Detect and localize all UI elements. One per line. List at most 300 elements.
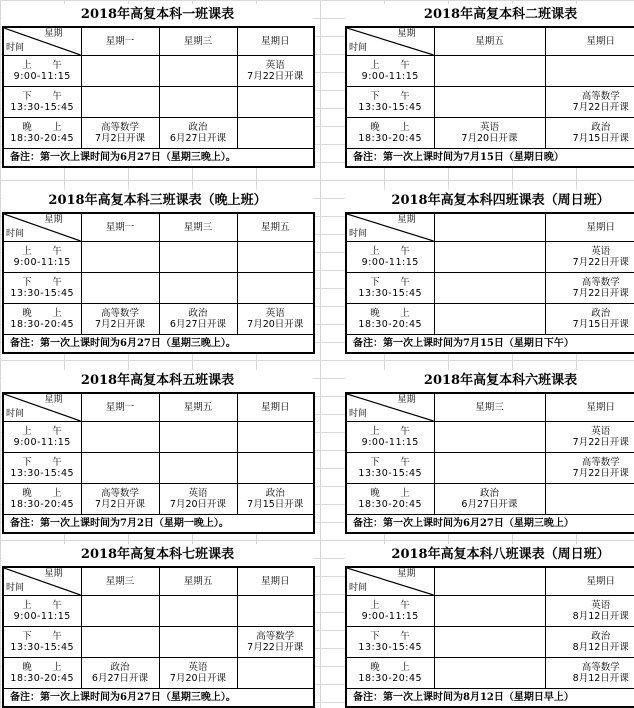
course-cell	[81, 304, 159, 335]
note-row	[346, 335, 634, 354]
time-cell	[3, 596, 81, 627]
schedule-block-class-8	[345, 544, 634, 708]
course-cell	[159, 273, 237, 304]
course-cell	[237, 87, 314, 118]
time-range-label: 13:30-15:45	[4, 468, 81, 479]
course-start-date: 7月15日开课	[546, 133, 634, 144]
day-header: 星期日	[237, 567, 314, 596]
time-period-label: 上 午	[347, 426, 434, 437]
course-name: 高等数学	[238, 631, 314, 642]
course-cell	[81, 422, 159, 453]
schedule-table	[345, 566, 634, 708]
diag-top-label: 星期	[397, 395, 415, 406]
day-header	[434, 567, 545, 596]
course-cell	[545, 596, 634, 627]
schedule-title: 2018年高复本科八班课表（周日班）	[345, 544, 634, 566]
course-name: 高等数学	[82, 308, 159, 319]
course-name: 高等数学	[546, 662, 634, 673]
time-range-label: 18:30-20:45	[347, 673, 434, 684]
note-prefix: 备注：	[10, 152, 40, 163]
course-cell	[159, 596, 237, 627]
course-cell	[434, 242, 545, 273]
schedule-table	[2, 212, 315, 354]
day-header: 星期日	[545, 213, 634, 242]
time-row-afternoon	[346, 87, 634, 118]
diag-bottom-label: 时间	[6, 43, 24, 54]
course-cell	[545, 627, 634, 658]
time-period-label: 下 午	[347, 631, 434, 642]
day-header: 星期三	[159, 27, 237, 56]
header-row	[3, 393, 314, 422]
header-row	[346, 213, 634, 242]
time-row-afternoon	[346, 453, 634, 484]
course-cell	[81, 484, 159, 515]
diagonal-header-cell	[346, 567, 434, 596]
day-header: 星期三	[434, 393, 545, 422]
course-cell	[159, 422, 237, 453]
time-period-label: 晚 上	[4, 122, 81, 133]
course-start-date: 8月12日开课	[546, 673, 634, 684]
time-range-label: 9:00-11:15	[4, 257, 81, 268]
course-cell	[237, 304, 314, 335]
time-period-label: 上 午	[4, 426, 81, 437]
note-row	[3, 149, 314, 168]
time-cell	[346, 658, 434, 689]
course-cell	[434, 422, 545, 453]
course-start-date: 7月15日开课	[238, 499, 314, 510]
course-cell	[237, 596, 314, 627]
course-cell	[545, 87, 634, 118]
course-cell	[237, 484, 314, 515]
course-name: 政治	[238, 488, 314, 499]
time-period-label: 上 午	[347, 60, 434, 71]
time-cell	[3, 627, 81, 658]
course-cell	[545, 118, 634, 149]
time-cell	[3, 304, 81, 335]
day-header: 星期一	[81, 393, 159, 422]
course-cell	[81, 273, 159, 304]
day-header: 星期五	[159, 393, 237, 422]
course-cell	[545, 453, 634, 484]
note-text: 第一次上课时间为7月15日（星期日下午）	[383, 338, 574, 349]
schedule-block-class-6	[345, 370, 634, 534]
time-cell	[346, 56, 434, 87]
diag-bottom-label: 时间	[6, 409, 24, 420]
header-row	[346, 27, 634, 56]
diagonal-header-cell	[3, 27, 81, 56]
course-cell	[434, 273, 545, 304]
course-cell	[81, 453, 159, 484]
time-cell	[346, 484, 434, 515]
course-cell	[434, 118, 545, 149]
time-range-label: 9:00-11:15	[4, 71, 81, 82]
day-header: 星期三	[159, 213, 237, 242]
course-cell	[434, 596, 545, 627]
course-start-date: 7月22日开课	[546, 102, 634, 113]
course-cell	[237, 56, 314, 87]
time-row-afternoon	[346, 627, 634, 658]
course-cell	[545, 658, 634, 689]
time-range-label: 18:30-20:45	[4, 133, 81, 144]
time-range-label: 13:30-15:45	[347, 288, 434, 299]
day-header: 星期五	[434, 27, 545, 56]
course-start-date: 7月22日开课	[546, 437, 634, 448]
course-start-date: 8月12日开课	[546, 611, 634, 622]
course-start-date: 8月12日开课	[546, 642, 634, 653]
course-name: 英语	[238, 60, 314, 71]
time-row-morning	[3, 242, 314, 273]
course-cell	[159, 658, 237, 689]
diag-top-label: 星期	[44, 569, 62, 580]
course-start-date: 7月22日开课	[546, 257, 634, 268]
course-cell	[434, 453, 545, 484]
time-cell	[346, 304, 434, 335]
time-period-label: 下 午	[4, 631, 81, 642]
note-prefix: 备注：	[353, 692, 383, 703]
time-period-label: 下 午	[4, 277, 81, 288]
course-name: 政治	[546, 122, 634, 133]
day-header: 星期日	[545, 27, 634, 56]
note-row	[3, 335, 314, 354]
course-start-date: 7月20日开课	[160, 673, 237, 684]
diagonal-header-cell	[3, 567, 81, 596]
course-cell	[159, 118, 237, 149]
course-name: 高等数学	[82, 122, 159, 133]
time-cell	[3, 658, 81, 689]
course-name: 高等数学	[546, 277, 634, 288]
time-range-label: 9:00-11:15	[4, 437, 81, 448]
course-start-date: 7月20日开课	[160, 499, 237, 510]
course-cell	[237, 627, 314, 658]
time-range-label: 18:30-20:45	[347, 499, 434, 510]
header-row	[3, 27, 314, 56]
schedule-table	[345, 26, 634, 168]
course-cell	[545, 242, 634, 273]
diag-top-label: 星期	[44, 395, 62, 406]
course-start-date: 7月20日开课	[435, 133, 545, 144]
course-start-date: 6月27日开课	[435, 499, 545, 510]
time-cell	[346, 87, 434, 118]
note-cell	[346, 149, 634, 168]
diag-bottom-label: 时间	[349, 583, 367, 594]
time-range-label: 9:00-11:15	[347, 437, 434, 448]
note-prefix: 备注：	[10, 518, 40, 529]
note-cell	[3, 515, 314, 534]
note-text: 第一次上课时间为7月15日（星期日晚）	[383, 152, 564, 163]
day-header: 星期日	[237, 393, 314, 422]
course-start-date: 7月22日开课	[238, 642, 314, 653]
schedule-table	[345, 392, 634, 534]
course-start-date: 6月27日开课	[160, 319, 237, 330]
time-range-label: 18:30-20:45	[4, 499, 81, 510]
course-cell	[434, 484, 545, 515]
time-row-evening	[3, 118, 314, 149]
time-period-label: 上 午	[4, 600, 81, 611]
schedule-table	[2, 566, 315, 708]
time-period-label: 下 午	[4, 457, 81, 468]
time-cell	[346, 273, 434, 304]
time-period-label: 晚 上	[347, 488, 434, 499]
course-name: 政治	[82, 662, 159, 673]
note-prefix: 备注：	[353, 338, 383, 349]
header-row	[346, 567, 634, 596]
diagonal-header-cell	[3, 393, 81, 422]
diagonal-header-cell	[346, 393, 434, 422]
course-name: 高等数学	[546, 457, 634, 468]
time-period-label: 晚 上	[4, 308, 81, 319]
time-range-label: 13:30-15:45	[4, 102, 81, 113]
day-header: 星期日	[545, 393, 634, 422]
course-cell	[81, 627, 159, 658]
schedule-title: 2018年高复本科四班课表（周日班）	[345, 190, 634, 212]
time-row-morning	[3, 56, 314, 87]
schedule-block-class-1	[2, 4, 313, 168]
time-range-label: 13:30-15:45	[347, 102, 434, 113]
time-range-label: 9:00-11:15	[347, 71, 434, 82]
time-row-afternoon	[3, 627, 314, 658]
course-cell	[81, 118, 159, 149]
time-row-morning	[346, 422, 634, 453]
schedule-table	[2, 26, 315, 168]
diag-bottom-label: 时间	[349, 409, 367, 420]
diag-top-label: 星期	[397, 215, 415, 226]
note-row	[346, 149, 634, 168]
course-cell	[237, 273, 314, 304]
time-range-label: 13:30-15:45	[4, 642, 81, 653]
course-cell	[159, 453, 237, 484]
diag-top-label: 星期	[397, 29, 415, 40]
time-row-afternoon	[3, 87, 314, 118]
diag-bottom-label: 时间	[349, 43, 367, 54]
course-name: 高等数学	[82, 488, 159, 499]
diagonal-header-cell	[346, 213, 434, 242]
time-row-evening	[3, 484, 314, 515]
note-text: 第一次上课时间为7月2日（星期一晚上）。	[40, 518, 229, 529]
schedule-block-class-5	[2, 370, 313, 534]
course-cell	[81, 658, 159, 689]
course-cell	[545, 484, 634, 515]
course-cell	[159, 87, 237, 118]
course-cell	[81, 596, 159, 627]
time-row-evening	[346, 304, 634, 335]
time-row-evening	[346, 658, 634, 689]
time-period-label: 晚 上	[347, 308, 434, 319]
diag-bottom-label: 时间	[349, 229, 367, 240]
time-cell	[3, 273, 81, 304]
time-row-morning	[346, 596, 634, 627]
note-prefix: 备注：	[353, 152, 383, 163]
time-cell	[3, 484, 81, 515]
time-range-label: 18:30-20:45	[347, 319, 434, 330]
day-header: 星期一	[81, 213, 159, 242]
time-row-afternoon	[3, 453, 314, 484]
course-cell	[545, 304, 634, 335]
course-name: 政治	[160, 122, 237, 133]
schedule-title: 2018年高复本科五班课表	[2, 370, 313, 392]
time-cell	[346, 242, 434, 273]
course-start-date: 7月2日开课	[82, 319, 159, 330]
course-cell	[237, 422, 314, 453]
course-name: 英语	[546, 426, 634, 437]
course-cell	[545, 56, 634, 87]
course-name: 英语	[160, 488, 237, 499]
note-prefix: 备注：	[10, 692, 40, 703]
course-cell	[545, 422, 634, 453]
course-start-date: 7月15日开课	[546, 319, 634, 330]
time-cell	[3, 453, 81, 484]
course-start-date: 7月2日开课	[82, 133, 159, 144]
course-cell	[434, 87, 545, 118]
note-prefix: 备注：	[10, 338, 40, 349]
time-row-evening	[346, 118, 634, 149]
time-row-evening	[346, 484, 634, 515]
course-start-date: 7月2日开课	[82, 499, 159, 510]
time-period-label: 下 午	[347, 91, 434, 102]
course-cell	[159, 484, 237, 515]
note-row	[3, 689, 314, 708]
time-range-label: 9:00-11:15	[347, 611, 434, 622]
note-text: 第一次上课时间为6月27日（星期三晚上）。	[40, 338, 236, 349]
schedule-block-class-7	[2, 544, 313, 708]
note-row	[346, 689, 634, 708]
course-cell	[237, 242, 314, 273]
time-period-label: 晚 上	[4, 662, 81, 673]
course-start-date: 7月22日开课	[238, 71, 314, 82]
time-period-label: 上 午	[4, 60, 81, 71]
time-cell	[346, 596, 434, 627]
time-period-label: 上 午	[4, 246, 81, 257]
header-row	[3, 567, 314, 596]
day-header: 星期日	[545, 567, 634, 596]
time-cell	[346, 118, 434, 149]
schedule-title: 2018年高复本科二班课表	[345, 4, 634, 26]
time-cell	[3, 87, 81, 118]
time-cell	[3, 242, 81, 273]
time-range-label: 9:00-11:15	[4, 611, 81, 622]
course-name: 英语	[160, 662, 237, 673]
course-cell	[434, 304, 545, 335]
diag-top-label: 星期	[44, 215, 62, 226]
time-cell	[3, 422, 81, 453]
time-range-label: 18:30-20:45	[347, 133, 434, 144]
time-period-label: 晚 上	[347, 122, 434, 133]
course-start-date: 6月27日开课	[82, 673, 159, 684]
day-header: 星期五	[237, 213, 314, 242]
time-range-label: 9:00-11:15	[347, 257, 434, 268]
course-start-date: 6月27日开课	[160, 133, 237, 144]
day-header: 星期五	[159, 567, 237, 596]
time-row-afternoon	[3, 273, 314, 304]
course-cell	[237, 658, 314, 689]
course-cell	[434, 627, 545, 658]
note-text: 第一次上课时间为6月27日（星期三晚上）	[383, 518, 574, 529]
schedule-table	[345, 212, 634, 354]
note-text: 第一次上课时间为6月27日（星期三晚上）。	[40, 152, 236, 163]
schedule-block-class-3	[2, 190, 313, 354]
time-period-label: 下 午	[4, 91, 81, 102]
course-name: 政治	[160, 308, 237, 319]
time-cell	[346, 422, 434, 453]
note-cell	[3, 335, 314, 354]
note-text: 第一次上课时间为6月27日（星期三晚上）。	[40, 692, 236, 703]
course-name: 英语	[435, 122, 545, 133]
time-row-morning	[346, 56, 634, 87]
day-header: 星期日	[237, 27, 314, 56]
diagonal-header-cell	[3, 213, 81, 242]
note-cell	[346, 689, 634, 708]
course-name: 英语	[546, 246, 634, 257]
note-row	[3, 515, 314, 534]
time-period-label: 上 午	[347, 600, 434, 611]
time-period-label: 晚 上	[347, 662, 434, 673]
time-period-label: 下 午	[347, 457, 434, 468]
note-text: 第一次上课时间为8月12日（星期日早上）	[383, 692, 574, 703]
time-row-morning	[3, 596, 314, 627]
course-name: 英语	[238, 308, 314, 319]
schedule-block-class-2	[345, 4, 634, 168]
time-range-label: 13:30-15:45	[347, 642, 434, 653]
diagonal-header-cell	[346, 27, 434, 56]
note-row	[346, 515, 634, 534]
schedule-title: 2018年高复本科三班课表（晚上班）	[2, 190, 313, 212]
course-cell	[545, 273, 634, 304]
note-prefix: 备注：	[353, 518, 383, 529]
time-period-label: 上 午	[347, 246, 434, 257]
time-range-label: 13:30-15:45	[347, 468, 434, 479]
course-cell	[81, 87, 159, 118]
schedule-title: 2018年高复本科六班课表	[345, 370, 634, 392]
day-header: 星期三	[81, 567, 159, 596]
course-cell	[434, 658, 545, 689]
course-start-date: 7月22日开课	[546, 468, 634, 479]
diag-bottom-label: 时间	[6, 583, 24, 594]
course-cell	[434, 56, 545, 87]
course-start-date: 7月20日开课	[238, 319, 314, 330]
header-row	[3, 213, 314, 242]
day-header: 星期一	[81, 27, 159, 56]
course-start-date: 7月22日开课	[546, 288, 634, 299]
diag-top-label: 星期	[397, 569, 415, 580]
time-cell	[346, 627, 434, 658]
time-cell	[3, 118, 81, 149]
course-cell	[237, 453, 314, 484]
diag-top-label: 星期	[44, 29, 62, 40]
course-name: 英语	[546, 600, 634, 611]
course-name: 高等数学	[546, 91, 634, 102]
time-row-afternoon	[346, 273, 634, 304]
time-cell	[346, 453, 434, 484]
time-cell	[3, 56, 81, 87]
course-cell	[237, 118, 314, 149]
course-name: 政治	[435, 488, 545, 499]
course-cell	[159, 56, 237, 87]
time-period-label: 下 午	[347, 277, 434, 288]
note-cell	[3, 689, 314, 708]
time-range-label: 18:30-20:45	[4, 319, 81, 330]
header-row	[346, 393, 634, 422]
time-row-evening	[3, 658, 314, 689]
time-row-morning	[346, 242, 634, 273]
schedule-title: 2018年高复本科一班课表	[2, 4, 313, 26]
course-name: 政治	[546, 631, 634, 642]
course-cell	[159, 242, 237, 273]
note-cell	[3, 149, 314, 168]
diag-bottom-label: 时间	[6, 229, 24, 240]
schedule-table	[2, 392, 315, 534]
time-range-label: 13:30-15:45	[4, 288, 81, 299]
time-row-morning	[3, 422, 314, 453]
course-cell	[81, 242, 159, 273]
